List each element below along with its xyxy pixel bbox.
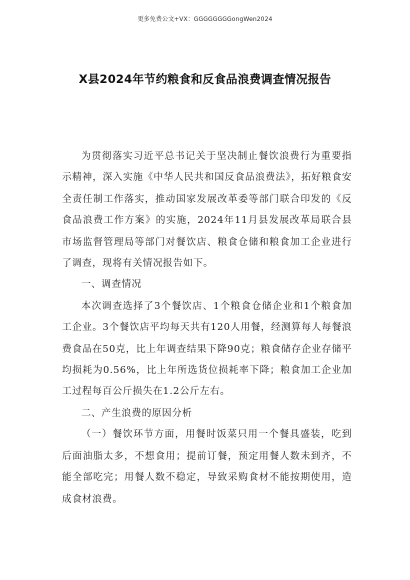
section-heading-causes: 二、产生浪费的原因分析 xyxy=(81,407,193,419)
section-heading-survey: 一、调查情况 xyxy=(81,279,142,291)
document-body xyxy=(62,146,352,510)
paragraph-catering: （一）餐饮环节方面，用餐时饭菜只用一个餐具盛装，吃到后面油脂太多，不想食用；提前订餐，预定用餐人数未到齐，不能全部吃完；用餐人数不稳定，导致采购食材不能按期使用，造成食材浪费。 xyxy=(62,429,352,505)
document-title: X县2024年节约粮食和反食品浪费调查情况报告 xyxy=(78,72,332,86)
header-note: 更多免费公文+VX：GGGGGGGGongWen2024 xyxy=(137,16,273,23)
paragraph-intro: 为贯彻落实习近平总书记关于坚决制止餐饮浪费行为重要指示精神，深入实施《中华人民共和国反食品浪费法》，拓好粮食安全责任制工作落实，推动国家发展改革委等部门联合印发的《反食品浪费工作方案》的实施，2024年11月县发展改革局联合县市场监督管理局等部门对餐饮店、粮食仓储和粮食加工企业进行了调查，现将有关情况报告如下。 xyxy=(62,151,352,270)
paragraph-survey: 本次调查选择了3个餐饮店、1个粮食仓储企业和1个粮食加工企业。3个餐饮店平均每天共有120人用餐，经测算每人每餐浪费食品在50克，比上年调查结果下降90克；粮食储存企业存储平均损耗为0.56%，比上年所选货位损耗率下降；粮食加工企业加工过程每百公斤损失在1.2公斤左右。 xyxy=(62,300,352,398)
